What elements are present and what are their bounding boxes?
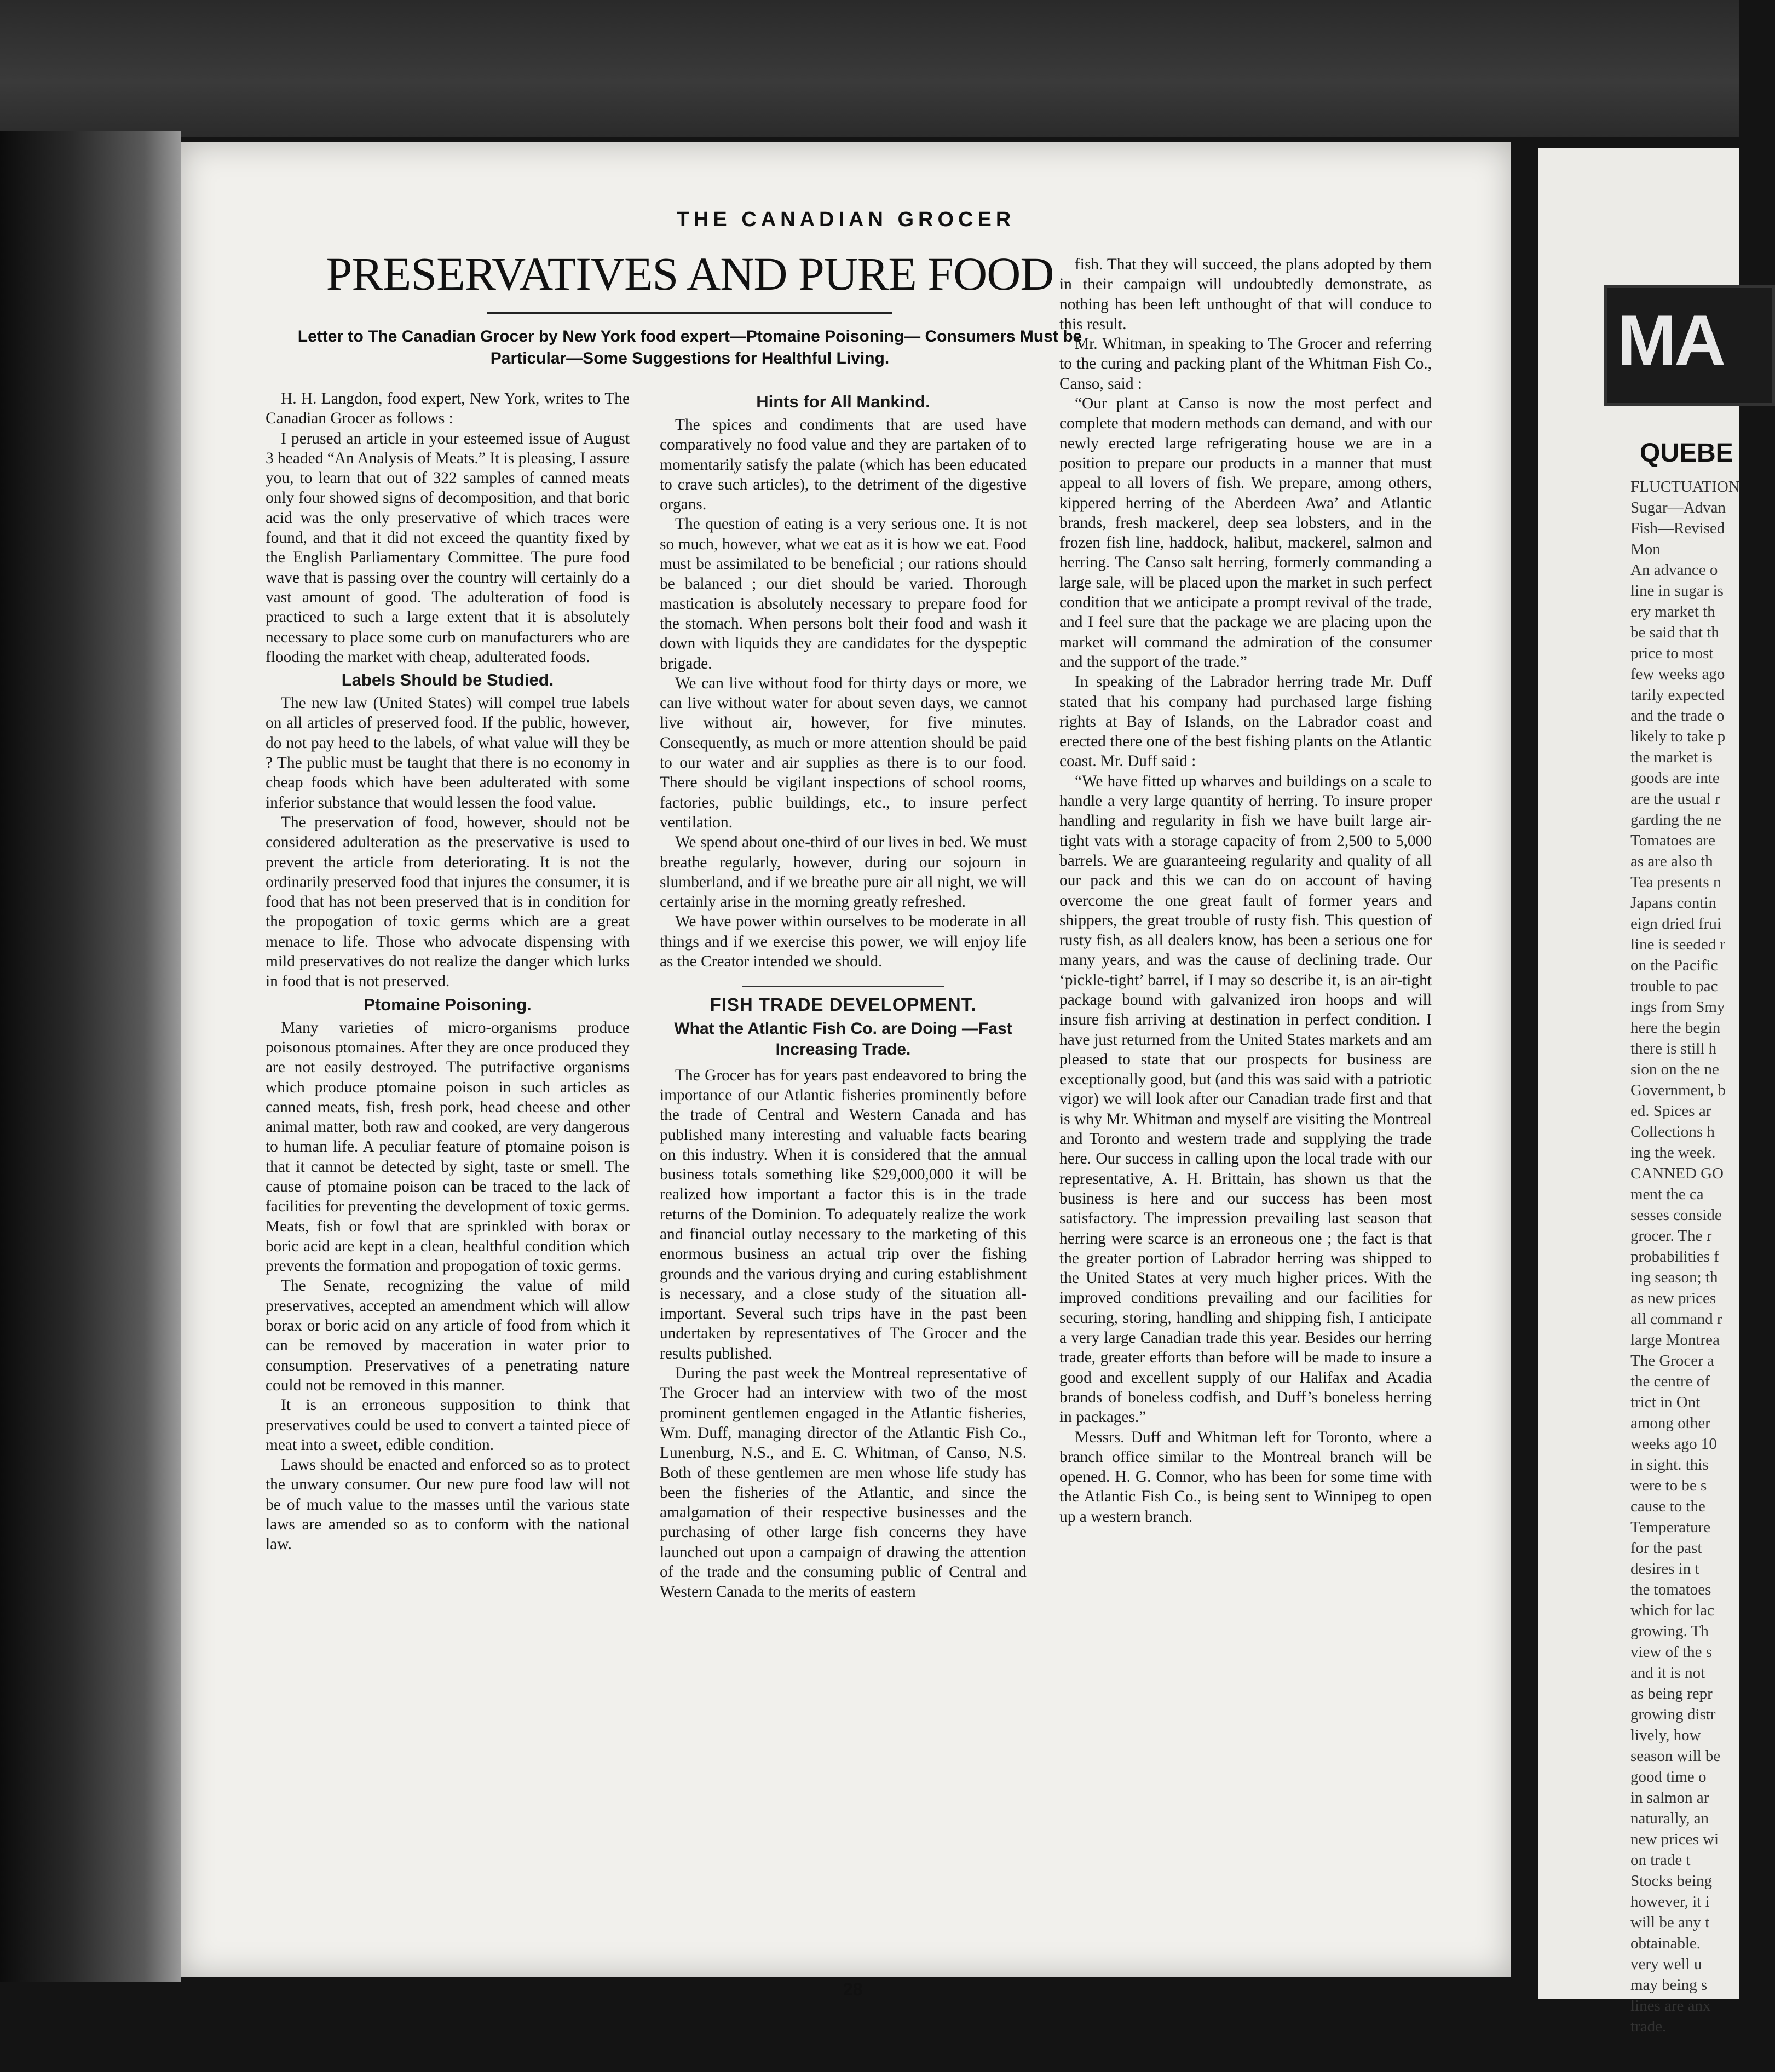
adjacent-page-line: naturally, an <box>1630 1810 1709 1827</box>
adjacent-page-line: Government, b <box>1630 1081 1726 1099</box>
adjacent-page-line: CANNED GO <box>1630 1165 1724 1182</box>
adjacent-page-line: on trade t <box>1630 1851 1691 1869</box>
adjacent-page-line: Collections h <box>1630 1123 1715 1141</box>
adjacent-page-line: ing season; th <box>1630 1269 1718 1286</box>
adjacent-page-line: sesses conside <box>1630 1206 1722 1224</box>
adjacent-page-line: trict in Ont <box>1630 1394 1701 1411</box>
advertisement-box <box>1604 285 1775 406</box>
scan-background-top <box>0 0 1739 137</box>
adjacent-page-line: growing. Th <box>1630 1622 1709 1640</box>
paragraph: Many varieties of micro-organisms produce poisonous ptomaines. After they are once produced they are not easily destroyed. The putrifactive organisms which produce ptomaine poison in such articles as canned meats, fish, fresh pork, head cheese and other animal matter, both raw and cooked, are very dangerous to human life. A peculiar feature of ptomaine poison is that it cannot be detected by sight, taste or smell. The cause of ptomaine poison can be traced to the lack of facilities for preventing the development of toxic germs. Meats, fish or fowl that are sprinkled with borax or boric acid are kept in a clean, healthful condition which prevents the formation and propogation of toxic germs. <box>266 1018 630 1275</box>
paragraph: We can live without food for thirty days or more, we can live without water for about seven days, we cannot live without air, however, for five minutes. Consequently, as much or more attention should be paid to our water and air supplies as there is to our food. There should be vigilant inspections of school rooms, factories, public buildings, etc., to insure perfect ventilation. <box>660 674 1027 831</box>
adjacent-page-line: lines are anx <box>1630 1997 1711 2015</box>
adjacent-page-line: which for lac <box>1630 1602 1714 1619</box>
newspaper-page <box>181 142 1511 1999</box>
adjacent-page <box>1538 148 1740 2035</box>
page-number: 28 <box>843 1979 863 1999</box>
column-3 <box>1059 255 1432 1527</box>
adjacent-page-line: in salmon ar <box>1630 1789 1709 1806</box>
adjacent-page-line: few weeks ago <box>1630 665 1725 683</box>
adjacent-page-line: as are also th <box>1630 853 1713 870</box>
adjacent-page-line: very well u <box>1630 1955 1702 1973</box>
adjacent-page-line: grocer. The r <box>1630 1227 1712 1245</box>
adjacent-page-line: Tomatoes are <box>1630 832 1715 849</box>
adjacent-page-line: new prices wi <box>1630 1831 1719 1848</box>
adjacent-page-line: on the Pacific <box>1630 957 1718 974</box>
adjacent-page-line: Fish—Revised <box>1630 520 1725 537</box>
section-heading-ptomaine: Ptomaine Poisoning. <box>364 994 532 1014</box>
adjacent-page-line: tarily expected <box>1630 686 1725 704</box>
paragraph: The preservation of food, however, should not be considered adulteration as the preservative is used to prevent the article from deteriorating. It is not the ordinarily preserved food that injures the consumer, it is food that has not been preserved that is in condition for the propogation of toxic germs which are a great menace to life. Those who advocate dispensing with mild preservatives do not realize the danger which lurks in food that is not preserved. <box>266 813 630 991</box>
paragraph: The Grocer has for years past endeavored to bring the importance of our Atlantic fisheries prominently before the trade of Central and Western Canada and has published many interesting and valuable facts bearing on this industry. When it is considered that the annual business totals something like $29,000,000 it will be realized how important a factor this is in the trade returns of the Dominion. To adequately realize the work and financial outlay necessary to the marketing of this enormous business an actual trip over the fishing grounds and the various drying and curing establishment is necessary, and a close study of the situation all-important. Several such trips have in the past been undertaken by representatives of The Grocer and the results published. <box>660 1066 1027 1362</box>
paragraph: Mr. Whitman, in speaking to The Grocer and referring to the curing and packing plant of the Whitman Fish Co., Canso, said : <box>1059 335 1432 393</box>
adjacent-page-line: growing distr <box>1630 1706 1716 1723</box>
paragraph: Messrs. Duff and Whitman left for Toronto, where a branch office similar to the Montreal branch will be opened. H. G. Connor, who has been for some time with the Atlantic Fish Co., is being sent to Winnipeg to open up a western branch. <box>1059 1428 1432 1526</box>
adjacent-page-line: desires in t <box>1630 1560 1699 1578</box>
paragraph: During the past week the Montreal representative of The Grocer had an interview with two of the most prominent gentlemen engaged in the Atlantic fisheries, Wm. Duff, managing director of the Atlantic Fish Co., Lunenburg, N.S., and E. C. Whitman, of Canso, N.S. Both of these gentlemen are men whose life study has been the fisheries of the Atlantic, and since the amalgamation of their respective businesses and the purchasing of other large fish concerns they have launched out upon a campaign of drawing the attention of the trade and the consuming public of Central and Western Canada to the merits of eastern <box>660 1365 1027 1601</box>
paragraph: We spend about one-third of our lives in bed. We must breathe regularly, however, during our sojourn in slumberland, and if we breathe pure air all night, we will certainly arise in the morning greatly refreshed. <box>660 833 1027 911</box>
adjacent-page-line: FLUCTUATION <box>1630 478 1740 496</box>
paragraph: Laws should be enacted and enforced so as to protect the unwary consumer. Our new pure food law will not be of much value to the masses until the various state laws are amended so as to conform with the national law. <box>266 1456 630 1553</box>
adjacent-page-line: are the usual r <box>1630 790 1720 808</box>
adjacent-page-line: season will be <box>1630 1747 1721 1765</box>
adjacent-page-line: line is seeded r <box>1630 936 1726 953</box>
adjacent-page-line: will be any t <box>1630 1914 1710 1931</box>
adjacent-page-line: view of the s <box>1630 1643 1712 1661</box>
adjacent-page-line: lively, how <box>1630 1726 1701 1744</box>
adjacent-page-line: the centre of <box>1630 1373 1710 1390</box>
adjacent-page-line: sion on the ne <box>1630 1061 1719 1078</box>
adjacent-page-line: Japans contin <box>1630 894 1717 912</box>
paragraph: It is an erroneous supposition to think that preservatives could be used to convert a tainted piece of meat into a sweet, edible condition. <box>266 1396 630 1454</box>
adjacent-page-line: were to be s <box>1630 1477 1707 1494</box>
running-head: THE CANADIAN GROCER <box>676 208 1016 231</box>
paragraph: The Senate, recognizing the value of mild preservatives, accepted an amendment which will allow borax or boric acid on any article of food from which it can be removed by maceration in water prior to consumption. Preservatives of a penetrating nature could not be removed in this manner. <box>266 1277 630 1394</box>
column-2 <box>660 389 1027 1602</box>
adjacent-page-line: Temperature <box>1630 1518 1711 1536</box>
adjacent-page-line: Mon <box>1630 540 1661 558</box>
adjacent-page-text <box>1630 476 1751 2037</box>
adjacent-page-line: as being repr <box>1630 1685 1713 1702</box>
adjacent-page-line: line in sugar is <box>1630 582 1724 600</box>
adjacent-page-line: Tea presents n <box>1630 873 1721 891</box>
adjacent-page-line: and it is not <box>1630 1664 1705 1682</box>
section-heading-hints: Hints for All Mankind. <box>756 392 930 411</box>
binder-edge <box>0 131 181 1982</box>
section-divider <box>742 986 944 987</box>
adjacent-page-line: eign dried frui <box>1630 915 1721 933</box>
adjacent-page-line: ing the week. <box>1630 1144 1716 1161</box>
adjacent-page-line: among other <box>1630 1414 1710 1432</box>
adjacent-page-line: trade. <box>1630 2018 1667 2035</box>
adjacent-page-line: and the trade o <box>1630 707 1725 724</box>
paragraph: fish. That they will succeed, the plans adopted by them in their campaign will undoubtedly demonstrate, as nothing has been left unthought of that will conduce to this result. <box>1059 256 1432 333</box>
paragraph: We have power within ourselves to be moderate in all things and if we exercise this power, we will enjoy life as the Creator intended we should. <box>660 913 1027 971</box>
section-heading-labels: Labels Should be Studied. <box>341 670 554 690</box>
adjacent-page-line: garding the ne <box>1630 811 1721 828</box>
paragraph: The question of eating is a very serious one. It is not so much, however, what we eat as it is how we eat. Food must be assimilated to be beneficial ; our rations should be balanced ; our diet should be varied. Thorough mastication is absolutely necessary to prepare food for the stomach. When persons bolt their food and wash it down with liquids they are candidates for the dyspeptic brigade. <box>660 515 1027 672</box>
article-subheading: Letter to The Canadian Grocer by New York food expert—Ptomaine Poisoning— Consumers Must be Particular—Some Suggestions for Healthful Living. <box>297 327 1082 367</box>
adjacent-page-line: The Grocer a <box>1630 1352 1714 1369</box>
adjacent-page-line: large Montrea <box>1630 1331 1720 1349</box>
adjacent-page-line: good time o <box>1630 1768 1707 1786</box>
adjacent-page-line: price to most <box>1630 644 1714 662</box>
section-heading-fish-trade: FISH TRADE DEVELOPMENT. <box>710 994 977 1015</box>
adjacent-page-line: ed. Spices ar <box>1630 1102 1711 1120</box>
adjacent-page-line: here the begin <box>1630 1019 1721 1037</box>
adjacent-page-line: as new prices <box>1630 1290 1716 1307</box>
adjacent-page-line: the tomatoes <box>1630 1581 1711 1598</box>
adjacent-page-line: goods are inte <box>1630 769 1720 787</box>
adjacent-page-line: ery market th <box>1630 603 1715 620</box>
adjacent-page-line: ment the ca <box>1630 1185 1704 1203</box>
adjacent-page-line: likely to take p <box>1630 728 1726 745</box>
adjacent-page-line: ings from Smy <box>1630 998 1725 1016</box>
adjacent-page-line: for the past <box>1630 1539 1702 1557</box>
title-rule <box>487 312 892 314</box>
adjacent-page-line: probabilities f <box>1630 1248 1719 1265</box>
adjacent-page-line: there is still h <box>1630 1040 1717 1057</box>
adjacent-page-line: An advance o <box>1630 561 1718 579</box>
adjacent-page-line: in sight. this <box>1630 1456 1709 1474</box>
adjacent-page-line: weeks ago 10 <box>1630 1435 1717 1453</box>
adjacent-page-line: however, it i <box>1630 1893 1710 1910</box>
adjacent-page-line: Sugar—Advan <box>1630 499 1726 516</box>
adjacent-page-line: be said that th <box>1630 624 1719 641</box>
adjacent-page-line: Stocks being <box>1630 1872 1713 1890</box>
adjacent-page-line: may being s <box>1630 1976 1708 1994</box>
paragraph: In speaking of the Labrador herring trade Mr. Duff stated that his company had purchased large fishing rights at Bay of Islands, on the Labrador coast and erected there one of the best fishing plants on the Atlantic coast. Mr. Duff said : <box>1059 673 1432 770</box>
paragraph: H. H. Langdon, food expert, New York, writes to The Canadian Grocer as follows : <box>266 390 630 428</box>
paragraph: The spices and condiments that are used have comparatively no food value and they are partaken of to momentarily satisfy the palate (which has been educated to crave such articles), to the detriment of the digestive organs. <box>660 416 1027 514</box>
section-subheading-fish: What the Atlantic Fish Co. are Doing —Fast Increasing Trade. <box>674 1019 1012 1058</box>
adjacent-page-line: obtainable. <box>1630 1935 1701 1952</box>
paragraph: “We have fitted up wharves and buildings on a scale to handle a very large quantity of herring. To insure proper handling and regularity in fish we have built large air-tight vats with a storage capacity of from 2,500 to 5,000 barrels. We are guaranteeing regularity and quality of all our pack and this we can do on account of having overcome the one great fault of former years and shippers, the great trouble of rusty fish. This question of rusty fish, as all dealers know, has been a serious one for many years, and was the cause of declining trade. Our ‘pickle-tight’ barrel, if I may so describe it, is an air-tight package bound with galvanized iron hoops and will insure fish arriving at destination in perfect condition. I have just returned from the United States markets and am pleased to state that our prospects for business are exceptionally good, but (and this was said with a patriotic vigor) we will look after our Canadian trade first and that is why Mr. Whitman and myself are visiting the Montreal and Toronto and western trade and supplying the trade here. Our success in calling upon the local trade with our representative, A. H. Brittain, has shown us that the business is here and our success has been most satisfactory. The impression prevailing last season that herring were scarce is an erroneous one ; the fact is that the greater portion of Labrador herring was shipped to the United States at very much higher prices. With the improved conditions prevailing and our facilities for securing, storing, handling and shipping fish, I anticipate a very large Canadian trade this year. Besides our herring trade, greater efforts than before will be made to insure a good and excellent supply of our Halifax and Acadia brands of boneless codfish, and Duff’s boneless herring in packages.” <box>1059 772 1432 1426</box>
paragraph: “Our plant at Canso is now the most perfect and complete that modern methods can demand, and with our newly erected large refrigerating house we are in a position to prepare our products in a manner that must appeal to all lovers of fish. We prepare, among others, kippered herring of the Aberdeen Awa’ and Atlantic brands, fresh mackerel, deep sea lobsters, and in the frozen fish line, haddock, halibut, mackerel, salmon and herring. The Canso salt herring, formerly commanding a large sale, will be placed upon the market in such perfect condition that we anticipate a prompt revival of the trade, and I feel sure that the package we are placing upon the market will command the admiration of the consumer and the support of the trade.” <box>1059 395 1432 671</box>
adjacent-page-line: trouble to pac <box>1630 977 1718 995</box>
column-1 <box>266 389 630 1555</box>
adjacent-page-line: cause to the <box>1630 1498 1705 1515</box>
article-title: PRESERVATIVES AND PURE FOOD <box>326 248 1054 300</box>
adjacent-page-heading: QUEBE <box>1640 439 1733 468</box>
adjacent-page-line: the market is <box>1630 749 1713 766</box>
advertisement-text: MA <box>1617 300 1724 380</box>
paragraph: I perused an article in your esteemed issue of August 3 headed “An Analysis of Meats.” It is pleasing, I assure you, to learn that out of 322 samples of canned meats only four showed signs of decomposition, and that boric acid was the only preservative of which traces were found, and that it did not exceed the quantity fixed by the English Parliamentary Committee. The pure food wave that is passing over the country will certainly do a vast amount of good. The adulteration of food is practiced to such a large extent that it is absolutely necessary to place some curb on manufacturers who are flooding the market with cheap, adulterated foods. <box>266 429 630 666</box>
adjacent-page-line: all command r <box>1630 1310 1722 1328</box>
paragraph: The new law (United States) will compel true labels on all articles of preserved food. If the public, however, do not pay heed to the labels, of what value will they be ? The public must be taught that there is no economy in cheap foods which have been adulterated with some inferior substance that would lessen the food value. <box>266 694 630 811</box>
